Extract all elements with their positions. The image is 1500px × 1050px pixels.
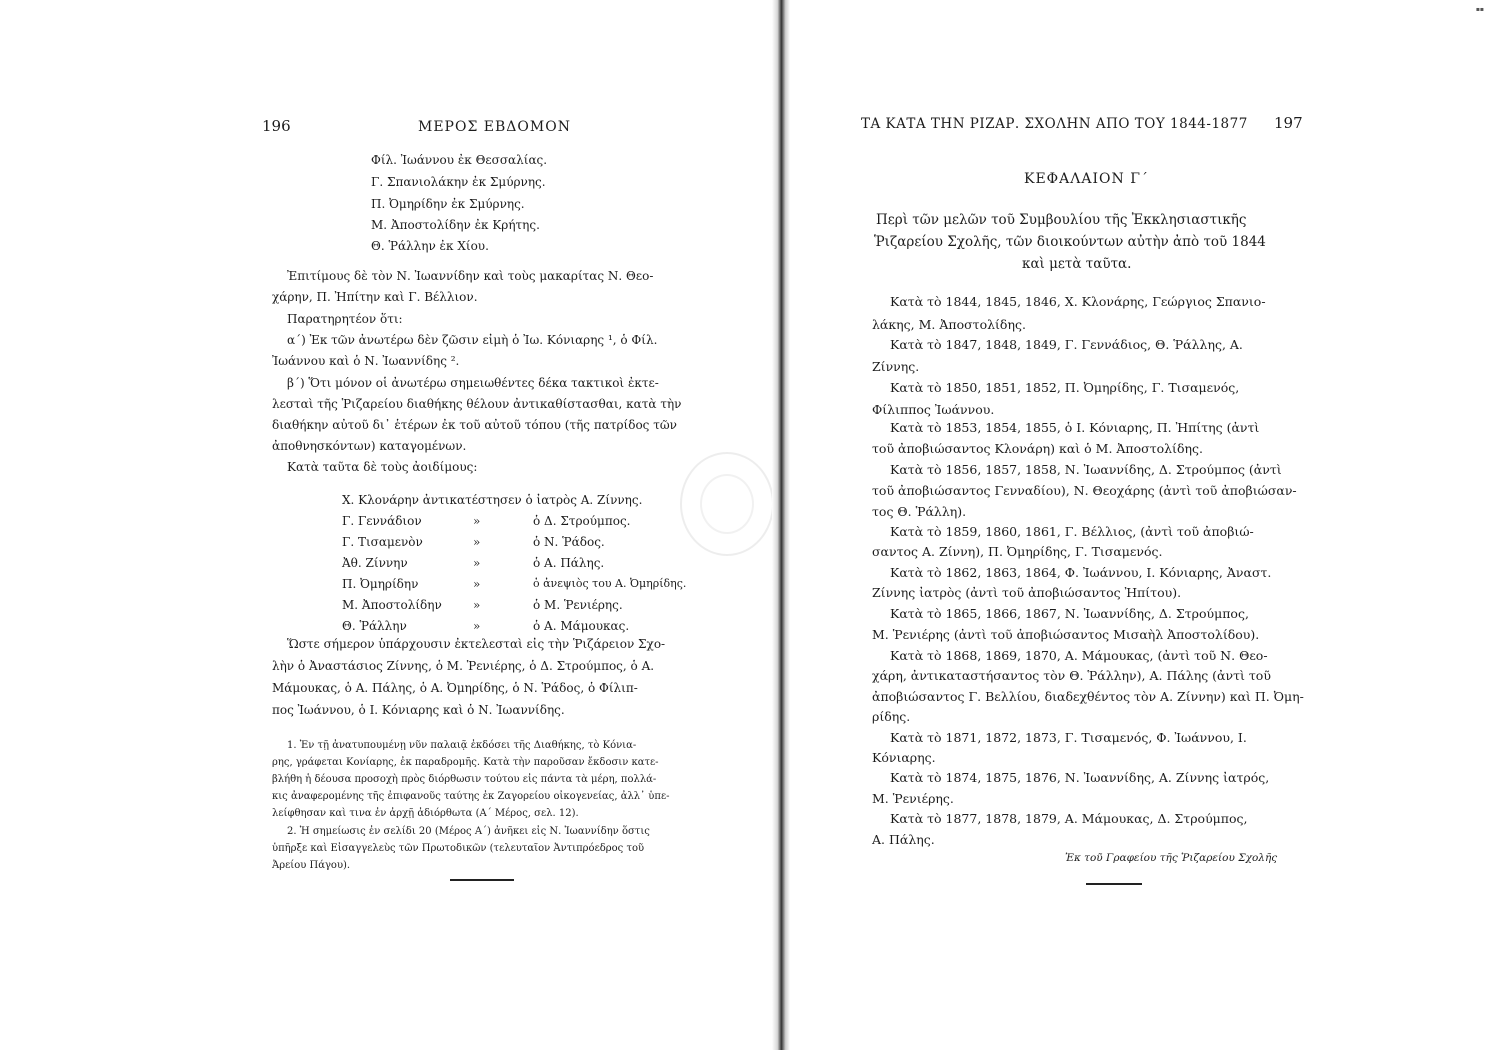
table-cell: Χ. Κλονάρην ἀντικατέστησεν ὁ ἰατρὸς Α. Ζίννης. [342, 493, 643, 507]
book-gutter [772, 0, 790, 1050]
list-item: Φίλ. Ἰωάννου ἐκ Θεσσαλίας. [371, 153, 548, 167]
footnote-line: λείφθησαν καὶ τινα ἐν ἀρχῇ ἀδιόρθωτα (Α΄ Μέρος, σελ. 12). [272, 808, 579, 819]
text-line: λὴν ὁ Ἀναστάσιος Ζίννης, ὁ Μ. Ῥενιέρης, ὁ Δ. Στρούμπος, ὁ Α. [272, 659, 655, 673]
right-page [790, 0, 1500, 1050]
list-item: Μ. Ἀποστολίδην ἐκ Κρήτης. [371, 218, 540, 232]
end-ornament [1086, 883, 1142, 885]
table-cell: Π. Ὀμηρίδην [342, 577, 419, 591]
left-running-head: ΜΕΡΟΣ ΕΒΔΟΜΟΝ [418, 119, 571, 135]
text-line: β΄) Ὅτι μόνον οἱ ἀνωτέρω σημειωθέντες δέκα τακτικοὶ ἐκτε- [287, 376, 659, 390]
ditto-mark: » [473, 535, 481, 549]
text-line: λεσταὶ τῆς Ῥιζαρείου διαθήκης θέλουν ἀντικαθίστασθαι, κατὰ τὴν [272, 397, 682, 411]
text-line: Κατὰ τὸ 1856, 1857, 1858, Ν. Ἰωαννίδης, Δ. Στρούμπος (ἀντὶ [890, 462, 1282, 477]
text-line: διαθήκην αὐτοῦ δι᾿ ἑτέρων ἐκ τοῦ αὐτοῦ τόπου (τῆς πατρίδος τῶν [272, 418, 677, 432]
title-line: Περὶ τῶν μελῶν τοῦ Συμβουλίου τῆς Ἐκκλησιαστικῆς [876, 212, 1247, 228]
text-line: Παρατηρητέον ὅτι: [287, 312, 403, 326]
text-line: Κατὰ τὸ 1877, 1878, 1879, Α. Μάμουκας, Δ. Στρούμπος, [890, 811, 1248, 826]
list-item: Γ. Σπανιολάκην ἐκ Σμύρνης. [371, 175, 546, 189]
text-line: Ζίννης. [872, 359, 920, 374]
table-cell: Θ. Ῥάλλην [342, 619, 407, 633]
text-line: λάκης, Μ. Ἀποστολίδης. [872, 317, 1026, 332]
text-line: Κατὰ τὸ 1847, 1848, 1849, Γ. Γεννάδιος, Θ. Ῥάλλης, Α. [890, 337, 1243, 352]
text-line: χάρην, Π. Ἠπίτην καὶ Γ. Βέλλιον. [272, 290, 478, 304]
text-line: Κατὰ τὸ 1853, 1854, 1855, ὁ Ι. Κόνιαρης, Π. Ἠπίτης (ἀντὶ [890, 420, 1260, 435]
table-cell: Μ. Ἀποστολίδην [342, 598, 442, 612]
text-line: Α. Πάλης. [872, 832, 935, 847]
text-line: Μάμουκας, ὁ Α. Πάλης, ὁ Α. Ὀμηρίδης, ὁ Ν. Ῥάδος, ὁ Φίλιπ- [272, 681, 638, 695]
title-line: καὶ μετὰ ταῦτα. [1022, 256, 1132, 272]
text-line: α΄) Ἐκ τῶν ἀνωτέρω δὲν ζῶσιν εἰμὴ ὁ Ἰω. Κόνιαρης ¹, ὁ Φίλ. [287, 333, 658, 347]
text-line: σαντος Α. Ζίννη), Π. Ὀμηρίδης, Γ. Τισαμενός. [872, 544, 1163, 559]
ditto-mark: » [473, 619, 481, 633]
footnote-line: 2. Ἡ σημείωσις ἐν σελίδι 20 (Μέρος Α΄) ἀνῆκει εἰς Ν. Ἰωαννίδην ὅστις [287, 826, 650, 837]
corner-mark: ▪▪ [1475, 6, 1484, 13]
text-line: πος Ἰωάννου, ὁ Ι. Κόνιαρης καὶ ὁ Ν. Ἰωαννίδης. [272, 703, 565, 717]
table-cell: ὁ Μ. Ῥενιέρης. [533, 598, 623, 612]
right-running-head: ΤΑ ΚΑΤΑ ΤΗΝ ΡΙΖΑΡ. ΣΧΟΛΗΝ ΑΠΟ ΤΟΥ 1844-1877 [861, 116, 1248, 132]
ditto-mark: » [473, 577, 481, 591]
library-stamp [680, 452, 774, 556]
ditto-mark: » [473, 514, 481, 528]
text-line: τοῦ ἀποβιώσαντος Κλονάρη) καὶ ὁ Μ. Ἀποστολίδης. [872, 441, 1203, 456]
end-rule [450, 879, 514, 881]
text-line: ρίδης. [872, 709, 911, 724]
text-line: τος Θ. Ῥάλλη). [872, 504, 967, 519]
text-line: Ἐπιτίμους δὲ τὸν Ν. Ἰωαννίδην καὶ τοὺς μακαρίτας Ν. Θεο- [287, 269, 654, 283]
text-line: Κατὰ τὸ 1862, 1863, 1864, Φ. Ἰωάννου, Ι. Κόνιαρης, Ἀναστ. [890, 565, 1272, 580]
table-cell: Γ. Τισαμενὸν [342, 535, 423, 549]
table-cell: ὁ Α. Μάμουκας. [533, 619, 630, 633]
table-cell: ὁ Δ. Στρούμπος. [533, 514, 631, 528]
text-line: Κατὰ τὸ 1871, 1872, 1873, Γ. Τισαμενός, Φ. Ἰωάννου, Ι. [890, 730, 1247, 745]
text-line: Κατὰ τὸ 1865, 1866, 1867, Ν. Ἰωαννίδης, Δ. Στρούμπος, [890, 606, 1249, 621]
text-line: Κόνιαρης. [872, 750, 936, 765]
table-cell: ὁ ἀνεψιὸς του Α. Ὀμηρίδης. [533, 577, 687, 590]
footnote-line: ρης, γράφεται Κονίαρης, ἐκ παραδρομῆς. Κατὰ τὴν παροῦσαν ἔκδοσιν κατε- [272, 757, 659, 768]
text-line: Κατὰ τὸ 1868, 1869, 1870, Α. Μάμουκας, (ἀντὶ τοῦ Ν. Θεο- [890, 648, 1268, 663]
list-item: Θ. Ῥάλλην ἐκ Χίου. [371, 239, 489, 253]
title-line: Ῥιζαρείου Σχολῆς, τῶν διοικούντων αὐτὴν ἀπὸ τοῦ 1844 [874, 234, 1266, 250]
text-line: Φίλιππος Ἰωάννου. [872, 402, 995, 417]
text-line: Κατὰ τὸ 1844, 1845, 1846, Χ. Κλονάρης, Γεώργιος Σπανιο- [890, 294, 1266, 309]
table-cell: Γ. Γεννάδιον [342, 514, 422, 528]
text-line: τοῦ ἀποβιώσαντος Γενναδίου), Ν. Θεοχάρης (ἀντὶ τοῦ ἀποβιώσαν- [872, 483, 1297, 498]
footnote-line: βλήθη ἡ δέουσα προσοχὴ πρὸς διόρθωσιν τούτου εἰς πάντα τὰ μέρη, πολλά- [272, 774, 657, 785]
text-line: Ζίννης ἰατρὸς (ἀντὶ τοῦ ἀποβιώσαντος Ἠπίτου). [872, 585, 1182, 600]
table-cell: Ἀθ. Ζίννην [342, 556, 408, 570]
text-line: Ἰωάννου καὶ ὁ Ν. Ἰωαννίδης ². [272, 354, 460, 368]
text-line: Κατὰ τὸ 1859, 1860, 1861, Γ. Βέλλιος, (ἀντὶ τοῦ ἀποβιώ- [890, 524, 1254, 539]
text-line: ἀποθνησκόντων) καταγομένων. [272, 439, 467, 453]
signature-line: Ἐκ τοῦ Γραφείου τῆς Ῥιζαρείου Σχολῆς [1065, 852, 1278, 864]
footnote-line: 1. Ἐν τῇ ἀνατυπουμένῃ νῦν παλαιᾷ ἐκδόσει τῆς Διαθήκης, τὸ Κόνια- [287, 740, 637, 751]
chapter-heading: ΚΕΦΑΛΑΙΟΝ Γ΄ [1024, 171, 1149, 187]
footnote-line: ὑπῆρξε καὶ Εἰσαγγελεὺς τῶν Πρωτοδικῶν (τελευταῖον Ἀντιπρόεδρος τοῦ [272, 843, 645, 854]
text-line: χάρη, ἀντικαταστήσαντος τὸν Θ. Ῥάλλην), Α. Πάλης (ἀντὶ τοῦ [872, 668, 1271, 683]
footnote-line: Ἀρείου Πάγου). [272, 860, 351, 871]
list-item: Π. Ὀμηρίδην ἐκ Σμύρνης. [371, 197, 525, 211]
text-line: ἀποβιώσαντος Γ. Βελλίου, διαδεχθέντος τὸν Α. Ζίννην) καὶ Π. Ὀμη- [872, 689, 1304, 704]
table-cell: ὁ Ν. Ῥάδος. [533, 535, 605, 549]
text-line: Μ. Ῥενιέρης. [872, 791, 954, 806]
text-line: Ὥστε σήμερον ὑπάρχουσιν ἐκτελεσταὶ εἰς τὴν Ῥιζάρειον Σχο- [287, 637, 666, 651]
ditto-mark: » [473, 598, 481, 612]
text-line: Μ. Ῥενιέρης (ἀντὶ τοῦ ἀποβιώσαντος Μισαὴλ Ἀποστολίδου). [872, 627, 1260, 642]
text-line: Κατὰ ταῦτα δὲ τοὺς ἀοιδίμους: [287, 460, 478, 474]
footnote-line: κις ἀναφερομένης τῆς ἐπιφανοῦς ταύτης ἐκ Ζαγορείου οἰκογενείας, ἀλλ᾿ ὑπε- [272, 791, 670, 802]
left-page-number: 196 [262, 117, 291, 135]
text-line: Κατὰ τὸ 1874, 1875, 1876, Ν. Ἰωαννίδης, Α. Ζίννης ἰατρός, [890, 770, 1270, 785]
ditto-mark: » [473, 556, 481, 570]
right-page-number: 197 [1274, 114, 1303, 132]
table-cell: ὁ Α. Πάλης. [533, 556, 605, 570]
text-line: Κατὰ τὸ 1850, 1851, 1852, Π. Ὀμηρίδης, Γ. Τισαμενός, [890, 380, 1240, 395]
